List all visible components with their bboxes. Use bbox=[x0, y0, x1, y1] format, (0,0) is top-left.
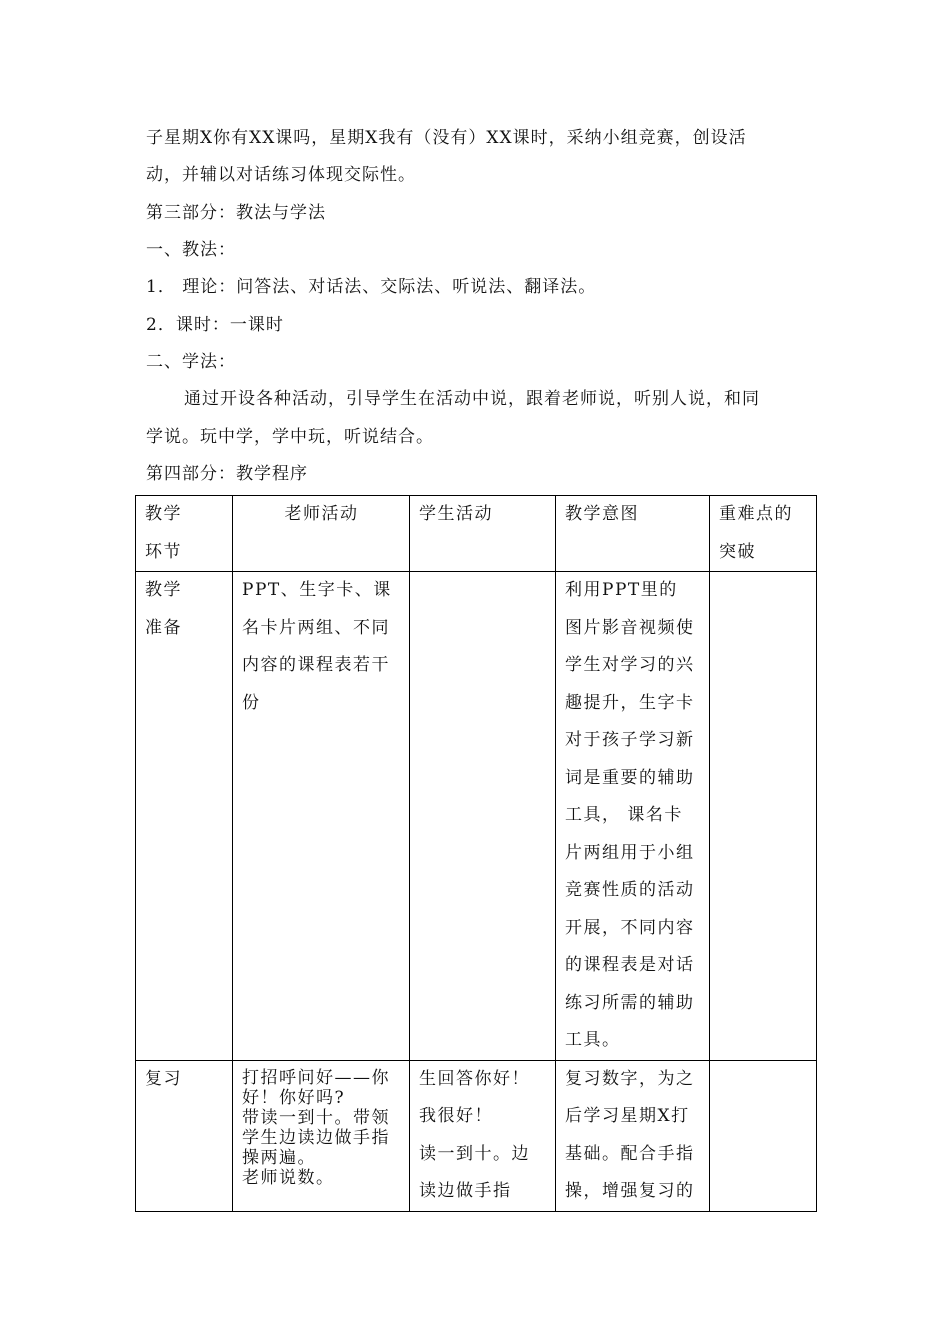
teaching-method-heading: 一、教法： bbox=[146, 240, 236, 260]
learning-method-line-2: 学说。玩中学，学中玩，听说结合。 bbox=[146, 427, 434, 447]
table-row bbox=[136, 1060, 817, 1211]
table-header-row bbox=[136, 496, 817, 572]
cell-stage: 教学 准备 bbox=[136, 572, 233, 1061]
cell-key-points bbox=[710, 572, 817, 1061]
teaching-method-item-2: 2．课时：一课时 bbox=[146, 315, 284, 335]
header-cell-stage: 教学 环节 bbox=[136, 496, 233, 572]
header-cell-teaching-intent: 教学意图 bbox=[556, 496, 710, 572]
table-row bbox=[136, 572, 817, 1061]
teaching-method-item-1: 1． 理论：问答法、对话法、交际法、听说法、翻译法。 bbox=[146, 277, 597, 297]
cell-teaching-intent: 复习数字，为之 后学习星期X打 基础。配合手指 操，增强复习的 bbox=[556, 1060, 710, 1211]
part3-heading: 第三部分：教法与学法 bbox=[146, 203, 326, 223]
learning-method-heading: 二、学法： bbox=[146, 352, 236, 372]
teaching-procedure-table bbox=[135, 495, 817, 1212]
learning-method-line-1: 通过开设各种活动，引导学生在活动中说，跟着老师说，听别人说，和同 bbox=[184, 389, 760, 409]
header-cell-teacher-activity: 老师活动 bbox=[233, 496, 410, 572]
cell-teaching-intent: 利用PPT里的 图片影音视频使 学生对学习的兴 趣提升，生字卡 对于孩子学习新 词是重要的辅助 工具， 课名卡 片两组用于小组 竞赛性质的活动 开展，不同内容 的课程表是对话 练习所需的辅助 工具。 bbox=[556, 572, 710, 1061]
header-cell-key-points: 重难点的 突破 bbox=[710, 496, 817, 572]
header-cell-student-activity: 学生活动 bbox=[410, 496, 556, 572]
cell-teacher-activity: PPT、生字卡、课 名卡片两组、不同 内容的课程表若干 份 bbox=[233, 572, 410, 1061]
intro-paragraph-line-1: 子星期X你有XX课吗，星期X我有（没有）XX课时，采纳小组竞赛，创设活 bbox=[146, 128, 747, 148]
intro-paragraph-line-2: 动，并辅以对话练习体现交际性。 bbox=[146, 165, 416, 185]
cell-student-activity: 生回答你好！ 我很好！ 读一到十。边 读边做手指 bbox=[410, 1060, 556, 1211]
cell-key-points bbox=[710, 1060, 817, 1211]
cell-teacher-activity: 打招呼问好——你 好！你好吗? 带读一到十。带领 学生边读边做手指 操两遍。 老师说数。 bbox=[233, 1060, 410, 1211]
cell-stage: 复习 bbox=[136, 1060, 233, 1211]
cell-student-activity bbox=[410, 572, 556, 1061]
part4-heading: 第四部分：教学程序 bbox=[146, 464, 308, 484]
